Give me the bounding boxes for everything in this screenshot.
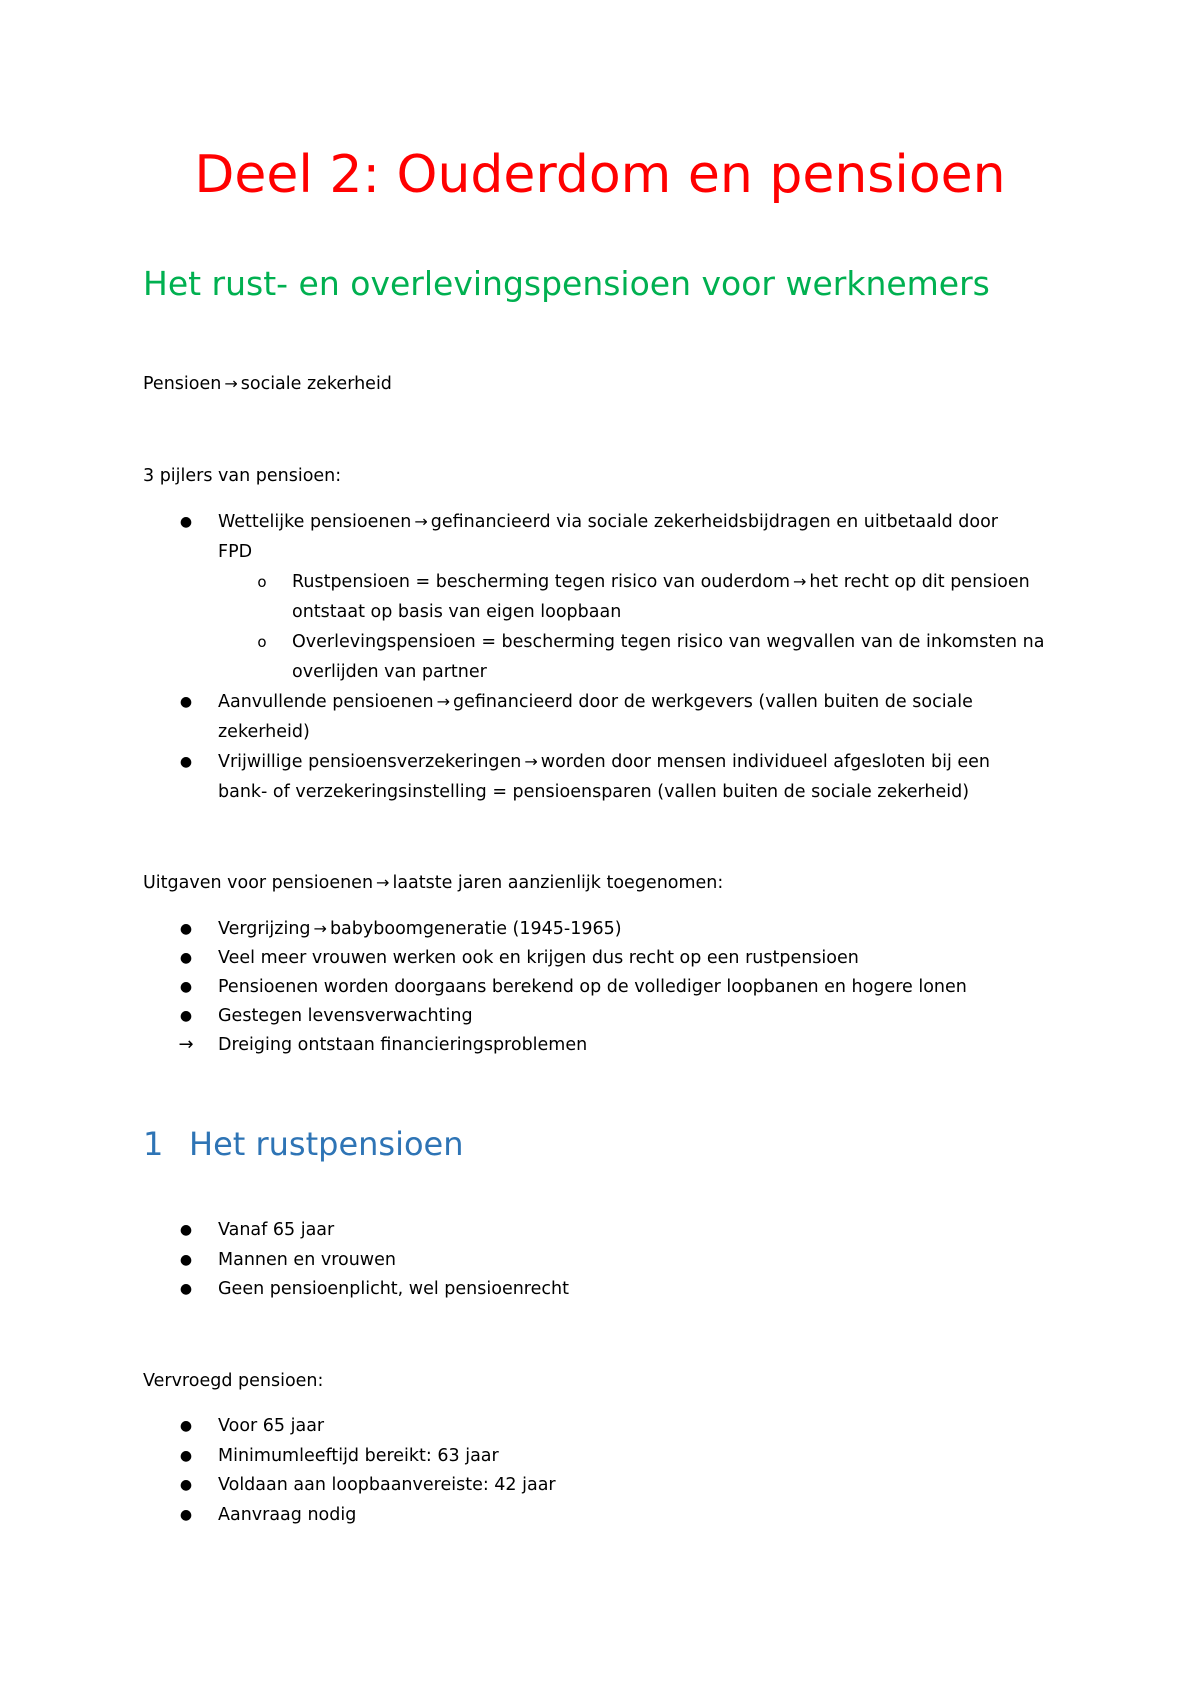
pillar-1-continuation: FPD [218, 542, 253, 562]
pillar-2-continuation: zekerheid) [218, 722, 310, 742]
bullet-icon: ● [179, 1418, 193, 1434]
bullet-icon: ● [179, 1222, 193, 1238]
bullet-icon: ● [179, 1252, 193, 1268]
pillar-3-line [218, 751, 990, 773]
arrow-icon: → [524, 752, 538, 771]
arrow-icon: → [414, 512, 428, 531]
expenses-conclusion: Dreiging ontstaan financieringsproblemen [218, 1035, 588, 1055]
expenses-item-1-left: Vergrijzing [218, 919, 311, 939]
pillar-1-sub-1-line [292, 571, 1030, 593]
document-title: Deel 2: Ouderdom en pensioen [194, 145, 1006, 205]
pillar-2-line [218, 691, 973, 713]
expenses-item-2: Veel meer vrouwen werken ook en krijgen dus recht op een rustpensioen [218, 948, 859, 968]
bullet-icon: ● [179, 1281, 193, 1297]
bullet-icon: ● [179, 754, 193, 770]
early-item-3: Voldaan aan loopbaanvereiste: 42 jaar [218, 1475, 556, 1495]
early-item-2: Minimumleeftijd bereikt: 63 jaar [218, 1446, 499, 1466]
expenses-right: laatste jaren aanzienlijk toegenomen: [392, 873, 724, 893]
pillar-3-right: worden door mensen individueel afgesloten bij een [540, 752, 991, 772]
pillar-1-sub-1-continuation: ontstaat op basis van eigen loopbaan [292, 602, 622, 622]
pillar-2-right: gefinancieerd door de werkgevers (vallen buiten de sociale [453, 692, 973, 712]
arrow-bullet-icon: → [178, 1034, 194, 1055]
section-1-item-3: Geen pensioenplicht, wel pensioenrecht [218, 1279, 569, 1299]
bullet-icon: ● [179, 950, 193, 966]
expenses-heading [143, 872, 723, 894]
circle-bullet-icon: o [257, 573, 267, 591]
pillar-3-continuation: bank- of verzekeringsinstelling = pensioensparen (vallen buiten de sociale zekerheid) [218, 782, 970, 802]
circle-bullet-icon: o [257, 633, 267, 651]
expenses-item-4: Gestegen levensverwachting [218, 1006, 473, 1026]
pillar-1-right: gefinancieerd via sociale zekerheidsbijdragen en uitbetaald door [430, 512, 998, 532]
section-1-number: 1 [143, 1125, 164, 1163]
bullet-icon: ● [179, 1008, 193, 1024]
pillar-2-left: Aanvullende pensioenen [218, 692, 434, 712]
bullet-icon: ● [179, 514, 193, 530]
pillar-1-sub-1-right: het recht op dit pensioen [809, 572, 1030, 592]
document-subtitle: Het rust- en overlevingspensioen voor werknemers [143, 264, 990, 303]
bullet-icon: ● [179, 1507, 193, 1523]
section-1-item-2: Mannen en vrouwen [218, 1250, 396, 1270]
intro-right: sociale zekerheid [240, 374, 392, 394]
arrow-icon: → [793, 572, 807, 591]
arrow-icon: → [224, 374, 238, 393]
intro-left: Pensioen [143, 374, 222, 394]
pillar-1-line [218, 511, 998, 533]
pillar-3-left: Vrijwillige pensioensverzekeringen [218, 752, 522, 772]
bullet-icon: ● [179, 1477, 193, 1493]
pillars-heading: 3 pijlers van pensioen: [143, 466, 342, 486]
expenses-left: Uitgaven voor pensioenen [143, 873, 374, 893]
pillar-1-sub-1-left: Rustpensioen = bescherming tegen risico van ouderdom [292, 572, 791, 592]
arrow-icon: → [436, 692, 451, 711]
pillar-1-sub-2-line: Overlevingspensioen = bescherming tegen risico van wegvallen van de inkomsten na [292, 632, 1045, 652]
section-1-item-1: Vanaf 65 jaar [218, 1220, 335, 1240]
early-item-4: Aanvraag nodig [218, 1505, 357, 1525]
expenses-item-1 [218, 918, 622, 940]
arrow-icon: → [313, 919, 327, 938]
expenses-item-1-right: babyboomgeneratie (1945-1965) [329, 919, 622, 939]
bullet-icon: ● [179, 979, 193, 995]
arrow-icon: → [376, 873, 390, 892]
bullet-icon: ● [179, 694, 193, 710]
intro-line [143, 373, 392, 395]
early-heading: Vervroegd pensioen: [143, 1371, 324, 1391]
pillar-1-sub-2-continuation: overlijden van partner [292, 662, 487, 682]
bullet-icon: ● [179, 1448, 193, 1464]
early-item-1: Voor 65 jaar [218, 1416, 325, 1436]
pillar-1-left: Wettelijke pensioenen [218, 512, 412, 532]
bullet-icon: ● [179, 921, 193, 937]
expenses-item-3: Pensioenen worden doorgaans berekend op de vollediger loopbanen en hogere lonen [218, 977, 967, 997]
section-1-title: Het rustpensioen [189, 1125, 464, 1163]
